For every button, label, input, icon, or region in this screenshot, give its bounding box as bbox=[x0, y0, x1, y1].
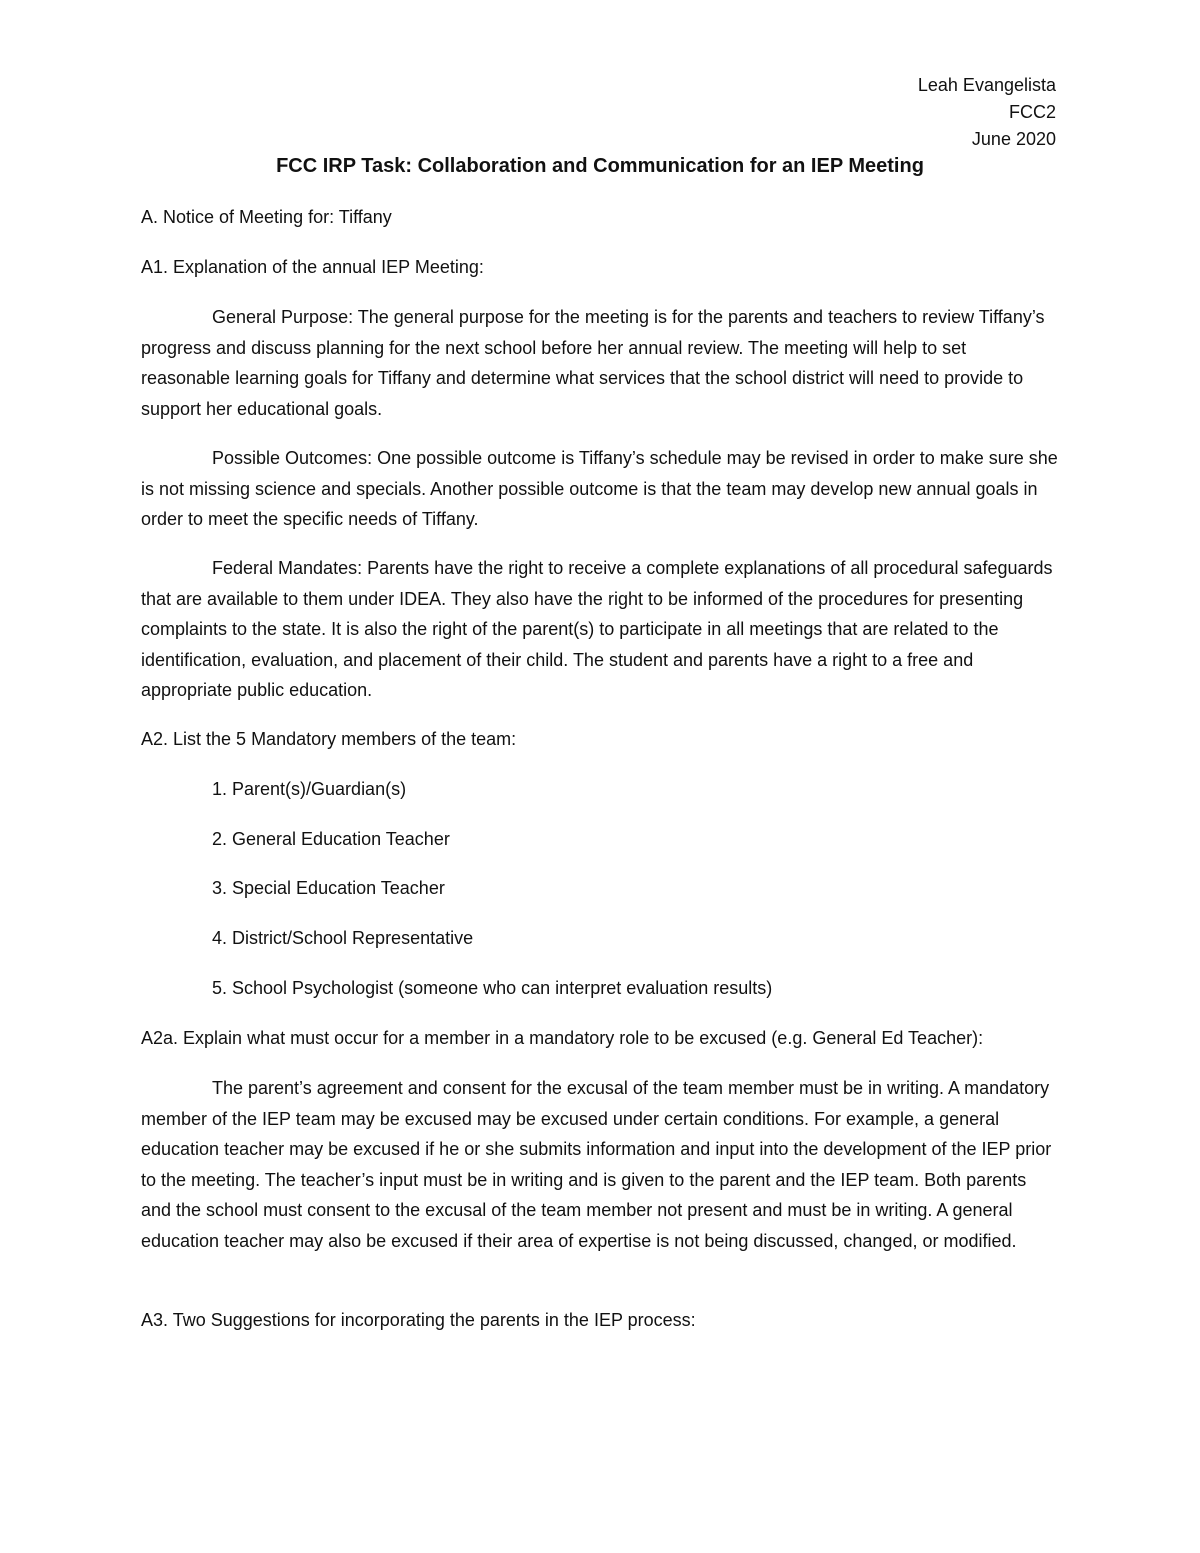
section-a3-heading: A3. Two Suggestions for incorporating the parents in the IEP process: bbox=[141, 1310, 696, 1330]
possible-outcomes-text: One possible outcome is Tiffany’s schedule may be revised in order to make sure she is not missing science and specials. Another possible outcome is that the team may develop new annual goals in order to meet the specific needs of Tiffany. bbox=[141, 448, 1058, 529]
possible-outcomes-paragraph bbox=[141, 443, 1059, 535]
member-list-item: 1. Parent(s)/Guardian(s) bbox=[212, 779, 407, 799]
section-a-heading: A. Notice of Meeting for: Tiffany bbox=[141, 207, 392, 227]
general-purpose-label: General Purpose: bbox=[212, 307, 354, 327]
excusal-paragraph bbox=[141, 1073, 1059, 1256]
general-purpose-text: The general purpose for the meeting is for the parents and teachers to review Tiffany’s progress and discuss planning for the next school before her annual review. The meeting will help to set reasonable learning goals for Tiffany and determine what services that the school district will need to provide to support her educational goals. bbox=[141, 307, 1045, 419]
excusal-text: The parent’s agreement and consent for the excusal of the team member must be in writing. A mandatory member of the IEP team may be excused may be excused under certain conditions. For example, a general education teacher may be excused if he or she submits information and input into the development of the IEP prior to the meeting. The teacher’s input must be in writing and is given to the parent and the IEP team. Both parents and the school must consent to the excusal of the team member not present and must be in writing. A general education teacher may also be excused if their area of expertise is not being discussed, changed, or modified. bbox=[141, 1078, 1052, 1251]
general-purpose-paragraph bbox=[141, 302, 1059, 424]
section-a2-heading: A2. List the 5 Mandatory members of the team: bbox=[141, 729, 517, 749]
author-name: Leah Evangelista bbox=[917, 75, 1056, 95]
member-list-item: 5. School Psychologist (someone who can interpret evaluation results) bbox=[212, 978, 773, 998]
document-title: FCC IRP Task: Collaboration and Communication for an IEP Meeting bbox=[276, 155, 924, 177]
member-list-item: 3. Special Education Teacher bbox=[212, 878, 445, 898]
possible-outcomes-label: Possible Outcomes: bbox=[212, 448, 373, 468]
section-a2a-heading: A2a. Explain what must occur for a member in a mandatory role to be excused (e.g. General Ed Teacher): bbox=[141, 1028, 984, 1048]
federal-mandates-text: Parents have the right to receive a complete explanations of all procedural safeguards that are available to them under IDEA. They also have the right to be informed of the procedures for presenting complaints to the state. It is also the right of the parent(s) to participate in all meetings that are related to the identification, evaluation, and placement of their child. The student and parents have a right to a free and appropriate public education. bbox=[141, 558, 1053, 700]
member-list-item: 4. District/School Representative bbox=[212, 928, 474, 948]
federal-mandates-label: Federal Mandates: bbox=[212, 558, 363, 578]
federal-mandates-paragraph bbox=[141, 553, 1059, 706]
member-list-item: 2. General Education Teacher bbox=[212, 829, 450, 849]
section-a1-heading: A1. Explanation of the annual IEP Meeting: bbox=[141, 257, 484, 277]
course-code: FCC2 bbox=[1008, 102, 1056, 122]
submission-date: June 2020 bbox=[971, 129, 1056, 149]
author-header bbox=[918, 72, 1056, 153]
